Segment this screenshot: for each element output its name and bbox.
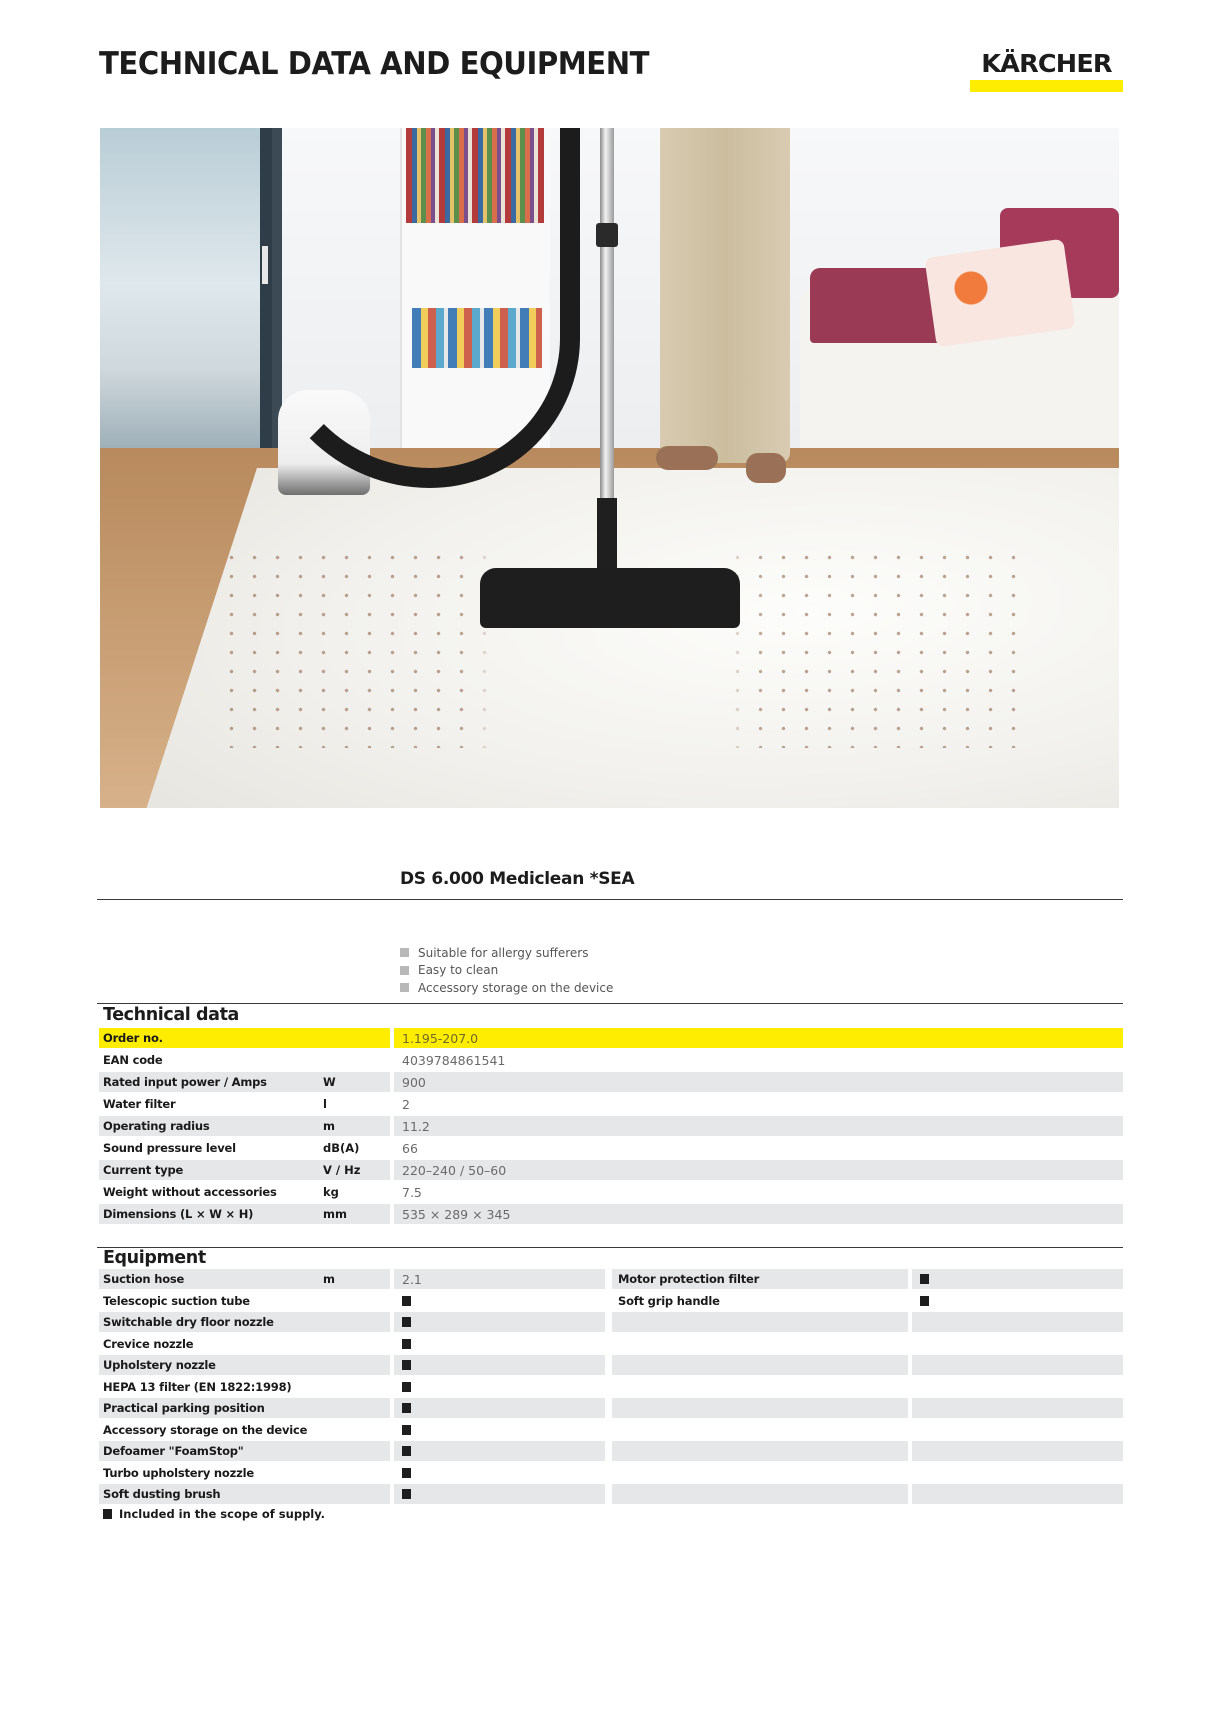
table-row xyxy=(99,1440,1123,1462)
empty-cell xyxy=(912,1398,1123,1418)
floral-pillow-shape xyxy=(924,239,1075,348)
equipment-label: Switchable dry floor nozzle xyxy=(99,1312,390,1332)
empty-cell xyxy=(612,1398,908,1418)
feature-text: Suitable for allergy sufferers xyxy=(418,945,589,960)
hero-image xyxy=(100,128,1119,808)
row-unit: l xyxy=(323,1097,327,1111)
included-square-icon xyxy=(402,1446,411,1456)
floor-nozzle-shape xyxy=(480,568,740,628)
divider xyxy=(97,1003,1123,1004)
row-value: 7.5 xyxy=(402,1184,422,1200)
technical-data-table xyxy=(99,1027,1123,1225)
empty-cell xyxy=(612,1441,908,1461)
row-label: EAN code xyxy=(103,1053,163,1067)
empty-cell xyxy=(912,1441,1123,1461)
hose-shape xyxy=(260,128,580,488)
table-row xyxy=(99,1483,1123,1505)
row-label: Weight without accessories xyxy=(103,1185,277,1199)
shoe-shape xyxy=(746,453,786,483)
table-row xyxy=(99,1354,1123,1376)
logo-yellow-bar xyxy=(970,80,1123,92)
empty-cell xyxy=(912,1484,1123,1504)
logo-wordmark: KÄRCHER xyxy=(981,49,1112,78)
included-marker xyxy=(394,1398,605,1418)
empty-cell xyxy=(912,1355,1123,1375)
row-unit xyxy=(319,1028,389,1048)
included-marker xyxy=(394,1355,605,1375)
row-value: 4039784861541 xyxy=(402,1052,506,1068)
table-row xyxy=(99,1268,1123,1290)
window-shape xyxy=(100,128,282,473)
table-row xyxy=(99,1049,1123,1071)
legend xyxy=(103,1507,325,1521)
table-row xyxy=(99,1071,1123,1093)
included-square-icon xyxy=(402,1296,411,1306)
included-square-icon xyxy=(402,1317,411,1327)
included-square-icon xyxy=(920,1296,929,1306)
row-unit: m xyxy=(323,1119,335,1133)
equipment-label: HEPA 13 filter (EN 1822:1998) xyxy=(103,1379,292,1394)
tube-grip-shape xyxy=(596,223,618,247)
included-marker xyxy=(394,1484,605,1504)
equipment-table xyxy=(99,1268,1123,1505)
included-square-icon xyxy=(402,1360,411,1370)
included-square-icon xyxy=(402,1489,411,1499)
bullet-square-icon xyxy=(400,948,409,957)
equipment-label: Upholstery nozzle xyxy=(99,1355,390,1375)
feature-item xyxy=(400,979,613,997)
row-label: Sound pressure level xyxy=(103,1141,236,1155)
legend-text: Included in the scope of supply. xyxy=(119,1507,326,1521)
included-marker xyxy=(394,1334,605,1354)
row-label: Dimensions (L × W × H) xyxy=(99,1204,390,1224)
equipment-label: Crevice nozzle xyxy=(103,1336,194,1351)
included-marker xyxy=(912,1269,1123,1289)
empty-cell xyxy=(612,1484,908,1504)
equipment-label: Soft dusting brush xyxy=(99,1484,390,1504)
section-title-technical-data: Technical data xyxy=(103,1005,239,1025)
table-row xyxy=(99,1027,1123,1049)
table-row xyxy=(99,1115,1123,1137)
included-marker xyxy=(394,1377,605,1397)
section-title-equipment: Equipment xyxy=(103,1248,206,1268)
equipment-label: Defoamer "FoamStop" xyxy=(99,1441,390,1461)
page-title: TECHNICAL DATA AND EQUIPMENT xyxy=(99,46,650,82)
row-value: 1.195-207.0 xyxy=(394,1028,1123,1048)
included-marker xyxy=(394,1312,605,1332)
feature-text: Accessory storage on the device xyxy=(418,980,614,995)
row-unit xyxy=(319,1050,389,1070)
row-unit: kg xyxy=(323,1185,339,1199)
row-label: Operating radius xyxy=(99,1116,390,1136)
feature-item xyxy=(400,962,613,980)
table-row xyxy=(99,1159,1123,1181)
bullet-square-icon xyxy=(400,983,409,992)
divider xyxy=(97,899,1123,900)
row-value: 66 xyxy=(402,1140,418,1156)
product-title: DS 6.000 Mediclean *SEA xyxy=(400,869,635,889)
table-row xyxy=(99,1311,1123,1333)
feature-text: Easy to clean xyxy=(418,963,499,978)
row-label: Order no. xyxy=(99,1028,390,1048)
row-unit: V / Hz xyxy=(323,1163,361,1177)
included-square-icon xyxy=(103,1509,112,1519)
karcher-logo xyxy=(970,50,1123,94)
table-row xyxy=(99,1290,1123,1312)
row-unit: mm xyxy=(323,1207,347,1221)
row-label: Water filter xyxy=(103,1097,176,1111)
equipment-value: 2.1 xyxy=(394,1269,605,1289)
included-square-icon xyxy=(402,1403,411,1413)
table-row xyxy=(99,1333,1123,1355)
empty-cell xyxy=(612,1355,908,1375)
included-marker xyxy=(394,1420,605,1440)
table-row xyxy=(99,1462,1123,1484)
table-row xyxy=(99,1093,1123,1115)
equipment-unit: m xyxy=(323,1272,335,1286)
table-row xyxy=(99,1397,1123,1419)
equipment-label: Accessory storage on the device xyxy=(103,1422,308,1437)
included-square-icon xyxy=(402,1468,411,1478)
row-value: 535 × 289 × 345 xyxy=(394,1204,1123,1224)
included-marker xyxy=(912,1291,1123,1311)
row-value: 900 xyxy=(394,1072,1123,1092)
table-row xyxy=(99,1419,1123,1441)
included-square-icon xyxy=(920,1274,929,1284)
equipment-label: Suction hose xyxy=(99,1269,390,1289)
included-marker xyxy=(394,1463,605,1483)
row-label: Rated input power / Amps xyxy=(99,1072,390,1092)
table-row xyxy=(99,1203,1123,1225)
included-marker xyxy=(394,1441,605,1461)
equipment-label: Soft grip handle xyxy=(618,1293,720,1308)
row-value: 2 xyxy=(402,1096,410,1112)
feature-item xyxy=(400,944,613,962)
person-legs-shape xyxy=(660,128,790,463)
included-square-icon xyxy=(402,1339,411,1349)
table-row xyxy=(99,1137,1123,1159)
feature-list xyxy=(400,944,613,997)
empty-cell xyxy=(612,1312,908,1332)
row-unit: W xyxy=(323,1075,336,1089)
row-label: Current type xyxy=(99,1160,390,1180)
included-square-icon xyxy=(402,1425,411,1435)
included-square-icon xyxy=(402,1382,411,1392)
table-row xyxy=(99,1376,1123,1398)
table-row xyxy=(99,1181,1123,1203)
shoe-shape xyxy=(656,446,718,470)
divider xyxy=(97,1247,1123,1248)
row-unit: dB(A) xyxy=(323,1141,360,1155)
equipment-label: Motor protection filter xyxy=(612,1269,908,1289)
empty-cell xyxy=(912,1312,1123,1332)
equipment-label: Telescopic suction tube xyxy=(103,1293,250,1308)
bullet-square-icon xyxy=(400,966,409,975)
row-value: 220–240 / 50–60 xyxy=(394,1160,1123,1180)
equipment-label: Turbo upholstery nozzle xyxy=(103,1465,254,1480)
equipment-label: Practical parking position xyxy=(99,1398,390,1418)
row-value: 11.2 xyxy=(394,1116,1123,1136)
included-marker xyxy=(394,1291,605,1311)
